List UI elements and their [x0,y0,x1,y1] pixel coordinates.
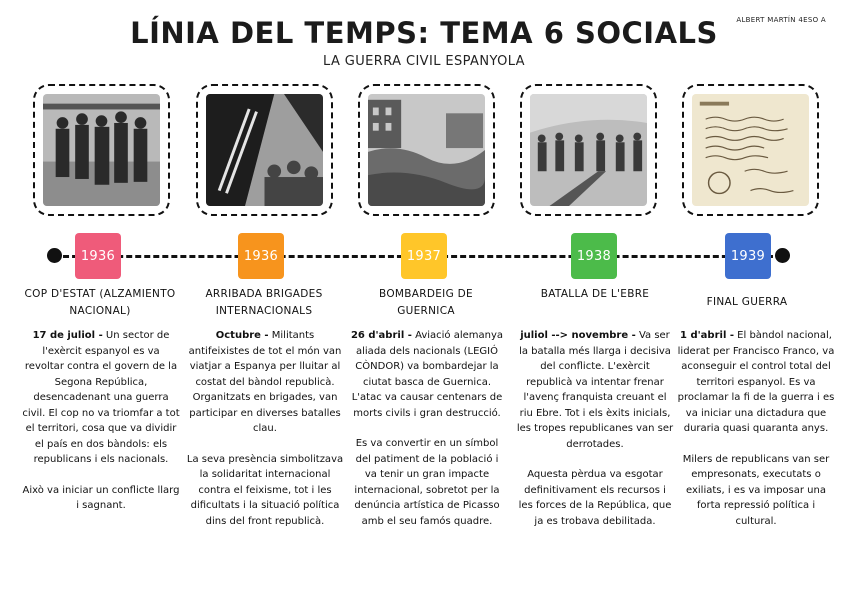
brigades-photo [206,94,323,206]
event-date: 17 de juliol - [32,330,103,341]
photo-frame-1 [33,84,170,216]
event-title-brigades: ARRIBADA BRIGADES INTERNACIONALS [205,288,323,317]
year-label: 1936 [80,248,116,264]
event-title-end: FINAL GUERRA [706,296,788,308]
year-box-1938 [571,233,617,279]
event-paragraph-2: Milers de republicans van ser empresonats, executats o exiliats, i es va imposar una forta repressió política i cultural. [682,453,830,527]
author-label: ALBERT MARTÍN 4ESO A [736,16,826,24]
event-body-ebro [516,328,674,544]
year-box-1936-coup [75,233,121,279]
event-text: Un sector de l'exèrcit espanyol es va revoltar contra el govern de la Segona República, desencadenant una guerra civil. El cop no va triomfar a tot el territori, cosa que va dividir el país en dos bàndols: els republicans i els nacionals. [22,330,180,465]
event-text: Militants antifeixistes de tot el món van viatjar a Espanya per lluitar al costat del bàndol republicà. Organitzats en brigades, van participar en diverses batalles clau. [188,330,342,434]
event-body-guernica [348,328,506,544]
year-label: 1939 [730,248,766,264]
event-date: Octubre - [215,330,269,341]
event-paragraph-2: La seva presència simbolitzava la solidaritat internacional contra el feixisme, tot i les dificultats i la situació política dins del front republicà. [186,453,344,527]
year-label: 1936 [243,248,279,264]
event-title-ebro: BATALLA DE L'EBRE [540,288,650,300]
event-paragraph-1 [677,328,835,437]
event-text: Va ser la batalla més llarga i decisiva del conflicte. L'exèrcit republicà va intentar frenar l'avenç franquista creuant el riu Ebre. Tot i els èxits inicials, les tropes republicanes van ser derrotades. [516,330,674,450]
year-label: 1938 [576,248,612,264]
event-paragraph-1 [348,328,506,421]
timeline-start-dot [47,248,62,263]
photo-frame-3 [358,84,495,216]
event-title-coup: COP D'ESTAT (ALZAMIENTO NACIONAL) [24,288,176,317]
year-label: 1937 [406,248,442,264]
event-paragraph-2: Això va iniciar un conflicte llarg i sagnant. [22,484,180,511]
event-paragraph-1 [186,328,344,437]
event-body-end [677,328,835,544]
event-paragraph-2: Es va convertir en un símbol del patiment de la població i va tenir un gran impacte internacional, sobretot per la denúncia artística de Picasso amb el seu famós quadre. [354,438,500,527]
event-body-coup [22,328,180,529]
photo-frame-2 [196,84,333,216]
guernica-photo [368,94,485,206]
event-date: 1 d'abril - [680,330,734,341]
page-subtitle: LA GUERRA CIVIL ESPANYOLA [323,54,525,69]
event-title-guernica: BOMBARDEIG DE GUERNICA [379,288,473,317]
event-text: Aviació alemanya aliada dels nacionals (LEGIÓ CÒNDOR) va bombardejar la ciutat basca de Guernica. L'atac va causar centenars de morts civils i gran destrucció. [351,330,504,419]
event-date: 26 d'abril - [350,330,412,341]
year-box-1936-brigades [238,233,284,279]
photo-frame-5 [682,84,819,216]
event-paragraph-2: Aquesta pèrdua va esgotar definitivament els recursos i les forces de la República, que ja es trobava debilitada. [518,469,672,527]
coup-photo [43,94,160,206]
photo-frame-4 [520,84,657,216]
ebro-photo [530,94,647,206]
event-text: El bàndol nacional, liderat per Francisco Franco, va aconseguir el control total del territori espanyol. Es va proclamar la fi de la guerra i es va iniciar una dictadura que duraria quasi quaranta anys. [677,330,835,434]
timeline-end-dot [775,248,790,263]
year-box-1939 [725,233,771,279]
event-date: juliol --> novembre - [520,330,636,341]
event-body-brigades [186,328,344,544]
event-paragraph-1 [22,328,180,468]
event-paragraph-1 [516,328,674,452]
page-title: LÍNIA DEL TEMPS: TEMA 6 SOCIALS [130,16,718,50]
final-document-photo [692,94,809,206]
year-box-1937 [401,233,447,279]
